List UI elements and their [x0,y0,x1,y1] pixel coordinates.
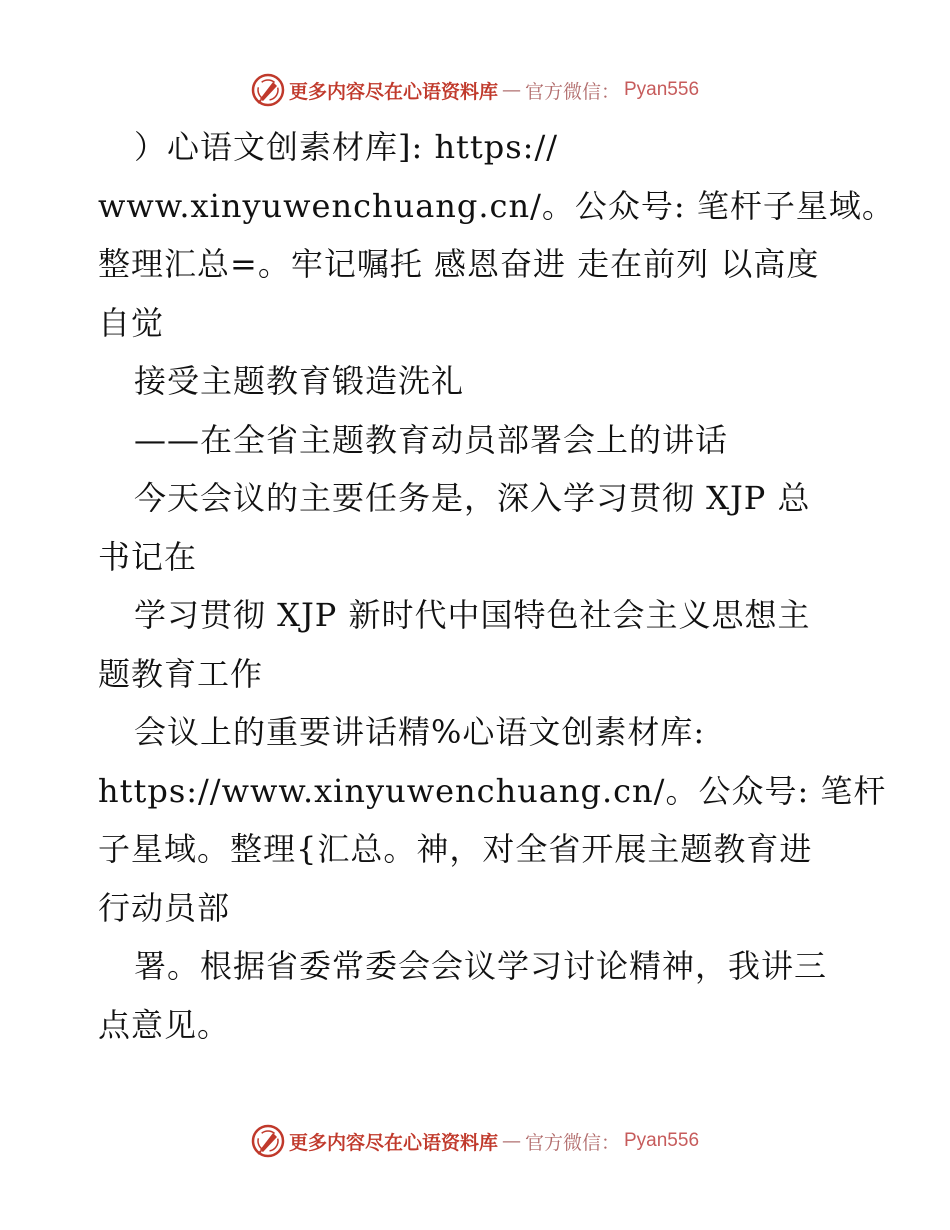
banner-wechat-label: 官方微信： [524,80,620,103]
text-line: ）心语文创素材库]: https:// [134,128,559,166]
banner-slogan: 更多内容尽在心语资料库 [288,80,498,103]
text-line: www.xinyuwenchuang.cn/。公众号: 笔杆子星域。 [98,186,895,225]
text-line: https://www.xinyuwenchuang.cn/。公众号: 笔杆 [98,771,887,810]
text-line: 自觉 [98,303,165,342]
text-line: 子星域。整理{汇总。神，对全省开展主题教育进 [98,830,813,868]
text-line: 题教育工作 [98,654,264,693]
banner-slogan: 更多内容尽在心语资料库 [288,1131,498,1154]
banner-dash: — [501,1130,521,1152]
text-line: 整理汇总=。牢记嘱托 感恩奋进 走在前列 以高度 [98,245,820,283]
text-line: 会议上的重要讲话精%心语文创素材库: [134,713,706,751]
text-line: 今天会议的主要任务是，深入学习贯彻 XJP 总 [134,479,811,517]
text-line: 署。根据省委常委会会议学习讨论精神，我讲三 [134,947,828,985]
footer-banner [0,1121,950,1161]
banner-wechat-id: Pyan556 [624,79,700,100]
text-line: 学习贯彻 XJP 新时代中国特色社会主义思想主 [134,596,811,634]
document-title: 接受主题教育锻造洗礼 [134,362,465,400]
text-line: 书记在 [98,537,198,576]
document-body [98,118,895,1054]
banner-wechat-id: Pyan556 [624,1130,700,1151]
text-line: 点意见。 [98,1005,231,1044]
text-line: 行动员部 [98,888,231,927]
banner-dash: — [501,79,521,101]
pen-nib-logo-icon [251,1124,285,1158]
document-subtitle: ——在全省主题教育动员部署会上的讲话 [134,420,729,459]
header-banner [0,70,950,110]
banner-wechat-label: 官方微信： [524,1131,620,1154]
pen-nib-logo-icon [251,73,285,107]
